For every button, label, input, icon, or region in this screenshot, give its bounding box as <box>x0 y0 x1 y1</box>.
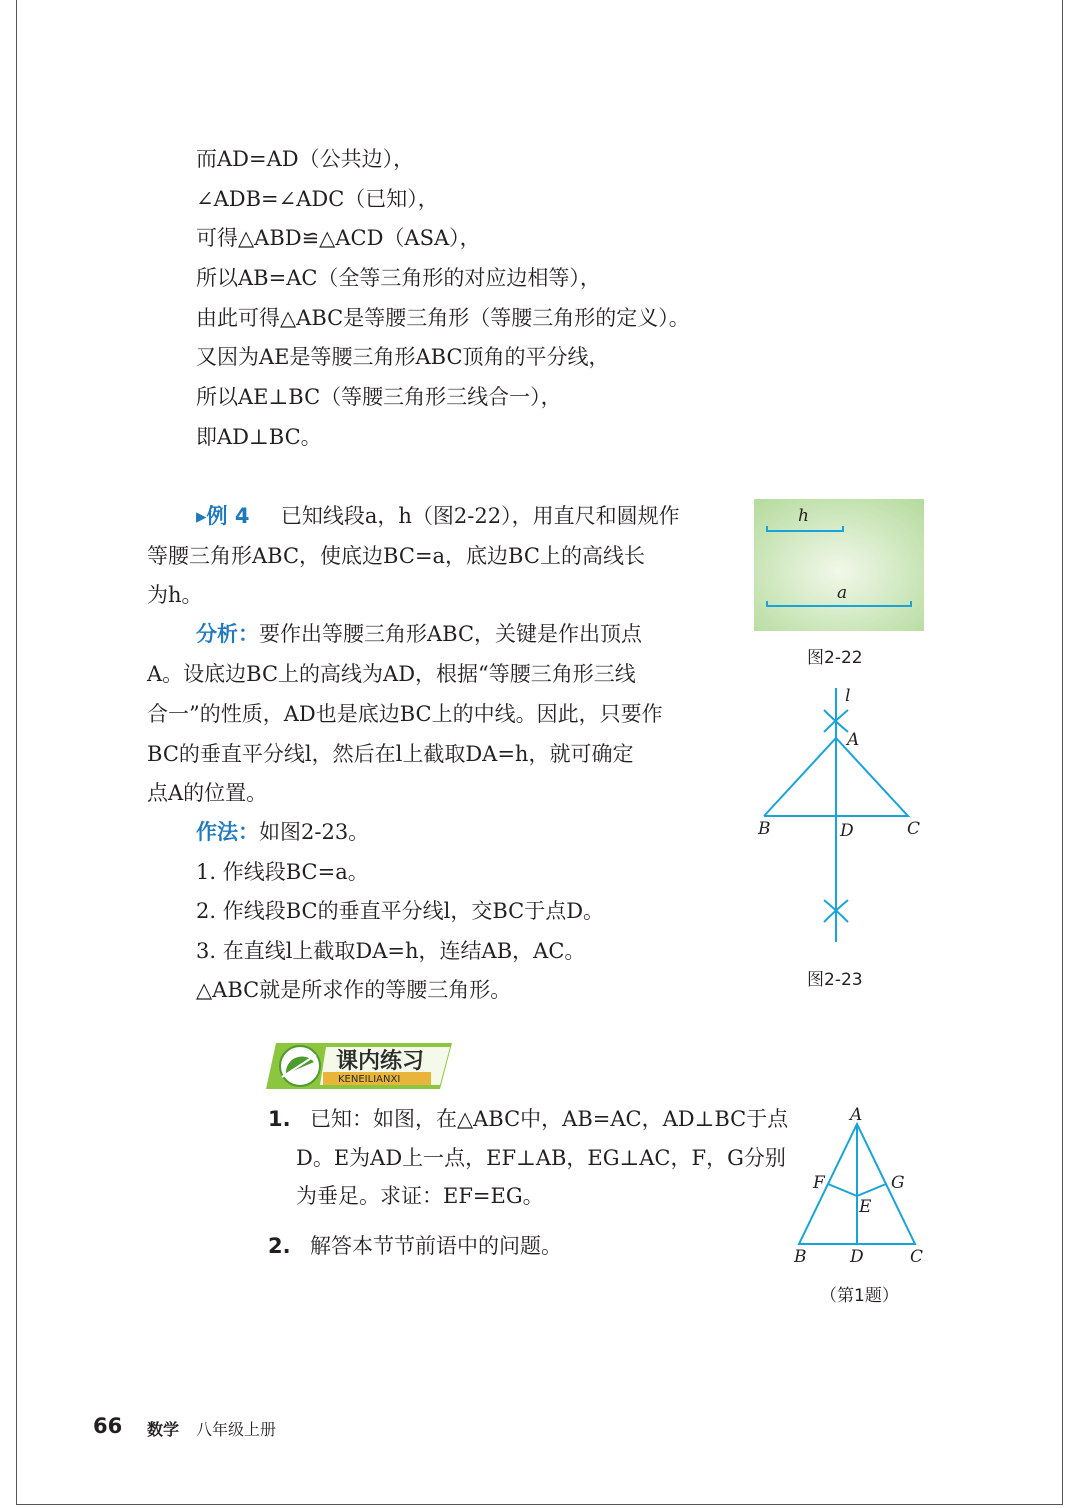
figure-2-23 <box>752 680 932 950</box>
proof-line: 又因为AE是等腰三角形ABC顶角的平分线， <box>196 345 610 369</box>
footer-grade: 八年级上册 <box>196 1420 277 1439</box>
method-step: 3. 在直线l上截取DA=h，连结AB，AC。 <box>196 939 586 963</box>
question-number: 1. <box>268 1107 291 1131</box>
practice-title: 课内练习 <box>336 1049 425 1074</box>
figure-question-1-caption: （第1题） <box>820 1286 899 1306</box>
question-text: 解答本节节前语中的问题。 <box>309 1234 562 1258</box>
conclusion: △ABC就是所求作的等腰三角形。 <box>196 978 512 1002</box>
figure-2-22 <box>754 499 924 631</box>
method-label: 作法： <box>196 820 259 844</box>
label-d: D <box>840 821 854 841</box>
proof-line: ∠ADB=∠ADC（已知）， <box>196 187 439 211</box>
footer-subject: 数学 <box>147 1420 180 1439</box>
analysis-line: 点A的位置。 <box>147 781 268 805</box>
label-b: B <box>758 819 771 839</box>
proof-line: 而AD=AD（公共边）， <box>196 147 415 171</box>
analysis-line: BC的垂直平分线l，然后在l上截取DA=h，就可确定 <box>147 742 634 766</box>
label-a: A <box>850 1105 863 1125</box>
figure-question-1-graphic <box>785 1100 935 1270</box>
question-number: 2. <box>268 1234 291 1258</box>
figure-2-22-graphic <box>754 499 924 631</box>
proof-line: 即AD⊥BC。 <box>196 425 322 449</box>
question-line: 已知：如图，在△ABC中，AB=AC，AD⊥BC于点 <box>309 1107 789 1131</box>
label-c: C <box>907 819 921 839</box>
analysis-line: 合一”的性质，AD也是底边BC上的中线。因此，只要作 <box>147 702 663 726</box>
practice-question-2 <box>268 1233 562 1259</box>
figure-question-1 <box>785 1100 935 1270</box>
analysis-label: 分析： <box>196 622 259 646</box>
label-a: A <box>847 730 860 750</box>
method-intro: 如图2-23。 <box>259 820 370 844</box>
practice-subtitle: KENEILIANXI <box>338 1074 401 1085</box>
proof-line: 所以AE⊥BC（等腰三角形三线合一）， <box>196 385 562 409</box>
method-step: 1. 作线段BC=a。 <box>196 860 369 884</box>
example-text-line: 等腰三角形ABC，使底边BC=a，底边BC上的高线长 <box>147 544 645 568</box>
example-text-line: 为h。 <box>147 583 203 607</box>
figure-2-23-caption: 图2-23 <box>807 970 863 990</box>
example-text-line: 已知线段a，h（图2-22），用直尺和圆规作 <box>280 504 680 528</box>
label-a: a <box>837 583 848 603</box>
proof-line: 由此可得△ABC是等腰三角形（等腰三角形的定义）。 <box>196 306 690 330</box>
label-c: C <box>910 1247 924 1267</box>
proof-line: 可得△ABD≌△ACD（ASA）， <box>196 226 481 250</box>
segment-ef <box>828 1184 857 1196</box>
label-d: D <box>850 1247 864 1267</box>
segment-eg <box>857 1184 886 1196</box>
analysis-line: A。设底边BC上的高线为AD，根据“等腰三角形三线 <box>147 662 636 686</box>
method-step: 2. 作线段BC的垂直平分线l，交BC于点D。 <box>196 899 605 923</box>
figure-background <box>754 499 924 631</box>
analysis-line: 要作出等腰三角形ABC，关键是作出顶点 <box>259 622 643 646</box>
page-number: 66 <box>93 1414 123 1438</box>
figure-2-22-caption: 图2-22 <box>807 648 863 668</box>
label-h: h <box>798 506 809 526</box>
practice-badge <box>266 1037 456 1093</box>
example-marker: ▸例 4 <box>196 504 250 528</box>
question-line: 为垂足。求证：EF=EG。 <box>296 1184 544 1208</box>
label-e: E <box>859 1197 872 1217</box>
label-b: B <box>794 1247 807 1267</box>
label-g: G <box>891 1173 905 1193</box>
proof-line: 所以AB=AC（全等三角形的对应边相等）， <box>196 266 601 290</box>
question-line: D。E为AD上一点，EF⊥AB，EG⊥AC，F，G分别 <box>296 1146 786 1170</box>
label-f: F <box>813 1173 825 1193</box>
label-l: l <box>845 686 851 706</box>
figure-2-23-graphic <box>752 680 932 950</box>
